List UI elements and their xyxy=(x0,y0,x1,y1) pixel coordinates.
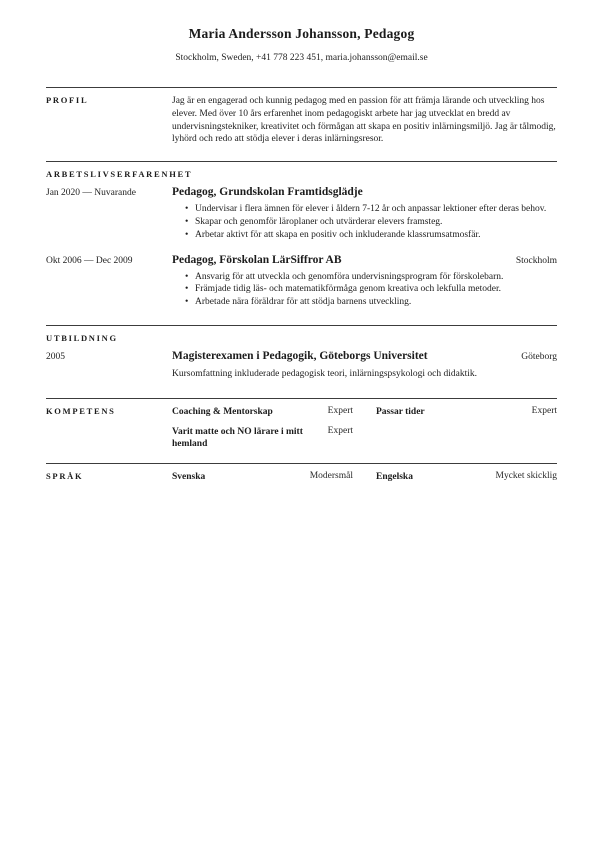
section-education xyxy=(46,325,557,381)
experience-dates: Jan 2020 — Nuvarande xyxy=(46,188,136,199)
skill-item xyxy=(172,406,353,419)
skills-grid xyxy=(172,406,557,451)
education-location: Göteborg xyxy=(521,351,557,362)
experience-title: Pedagog, Förskolan LärSiffror AB xyxy=(172,253,342,266)
skill-item-empty xyxy=(376,426,557,452)
education-title: Magisterexamen i Pedagogik, Göteborgs Universitet xyxy=(172,349,428,362)
language-item xyxy=(172,471,353,484)
experience-title: Pedagog, Grundskolan Framtidsglädje xyxy=(172,186,363,199)
skill-item xyxy=(172,426,353,452)
language-level: Modersmål xyxy=(309,471,353,482)
experience-dates: Okt 2006 — Dec 2009 xyxy=(46,255,133,266)
section-languages xyxy=(46,463,557,484)
experience-bullet: • Undervisar i flera ämnen för elever i åldern 7-12 år och anpassar lektioner efter deras behov. xyxy=(185,203,557,216)
section-profil xyxy=(46,87,557,146)
section-experience xyxy=(46,161,557,309)
experience-location: Stockholm xyxy=(515,255,557,266)
languages-grid xyxy=(172,471,557,484)
experience-bullet: • Arbetade nära föräldrar för att stödja barnens utveckling. xyxy=(185,296,557,309)
section-label-languages: SPRÅK xyxy=(46,471,84,482)
section-skills xyxy=(46,398,557,451)
experience-bullet: • Arbetar aktivt för att skapa en positiv och inkluderande klassrumsatmosfär. xyxy=(185,229,557,242)
resume-header xyxy=(46,26,557,63)
experience-bullet-list xyxy=(172,271,557,309)
language-name: Svenska xyxy=(172,472,206,483)
education-description: Kursomfattning inkluderade pedagogisk teori, inlärningspsykologi och didaktik. xyxy=(172,368,478,379)
skill-name: Varit matte och NO lärare i mitt hemland xyxy=(172,426,303,450)
language-name: Engelska xyxy=(376,472,413,483)
skill-level: Expert xyxy=(327,405,353,416)
skill-name: Coaching & Mentorskap xyxy=(172,406,273,417)
section-label-experience: ARBETSLIVSERFARENHET xyxy=(46,169,193,180)
experience-bullet: • Främjade tidig läs- och matematikförmåga genom kreativa och lekfulla metoder. xyxy=(185,283,557,296)
experience-bullet: • Skapar och genomför läroplaner och utvärderar elevers framsteg. xyxy=(185,216,557,229)
resume-contact: Stockholm, Sweden, +41 778 223 451, maria.johansson@email.se xyxy=(175,53,428,63)
profil-text: Jag är en engagerad och kunnig pedagog med en passion för att främja lärande och utveckling hos elever. Med över 10 års erfarenhet inom pedagogiskt arbete har jag utvecklat en bredd av undervisningstekniker, kreativitet och förmågan att skapa en positiv inlärningsmiljö. Jag är tålmodig, lyhörd och redo att stödja elever i deras inlärningsresor. xyxy=(172,96,556,145)
skill-name: Passar tider xyxy=(376,406,425,417)
education-dates: 2005 xyxy=(46,351,65,362)
experience-bullet: • Ansvarig för att utveckla och genomföra undervisningsprogram för förskolebarn. xyxy=(185,271,557,284)
language-item xyxy=(376,471,557,484)
skill-level: Expert xyxy=(327,425,353,436)
experience-entry xyxy=(46,186,557,241)
section-label-profil: PROFIL xyxy=(46,95,89,105)
section-label-education: UTBILDNING xyxy=(46,332,118,343)
section-label-skills: KOMPETENS xyxy=(46,405,116,416)
education-entry xyxy=(46,350,557,381)
resume-name: Maria Andersson Johansson, Pedagog xyxy=(188,26,415,41)
experience-bullet-list xyxy=(172,203,557,241)
skill-level: Expert xyxy=(531,405,557,416)
skill-item xyxy=(376,406,557,419)
language-level: Mycket skicklig xyxy=(495,471,557,482)
experience-entry xyxy=(46,254,557,309)
